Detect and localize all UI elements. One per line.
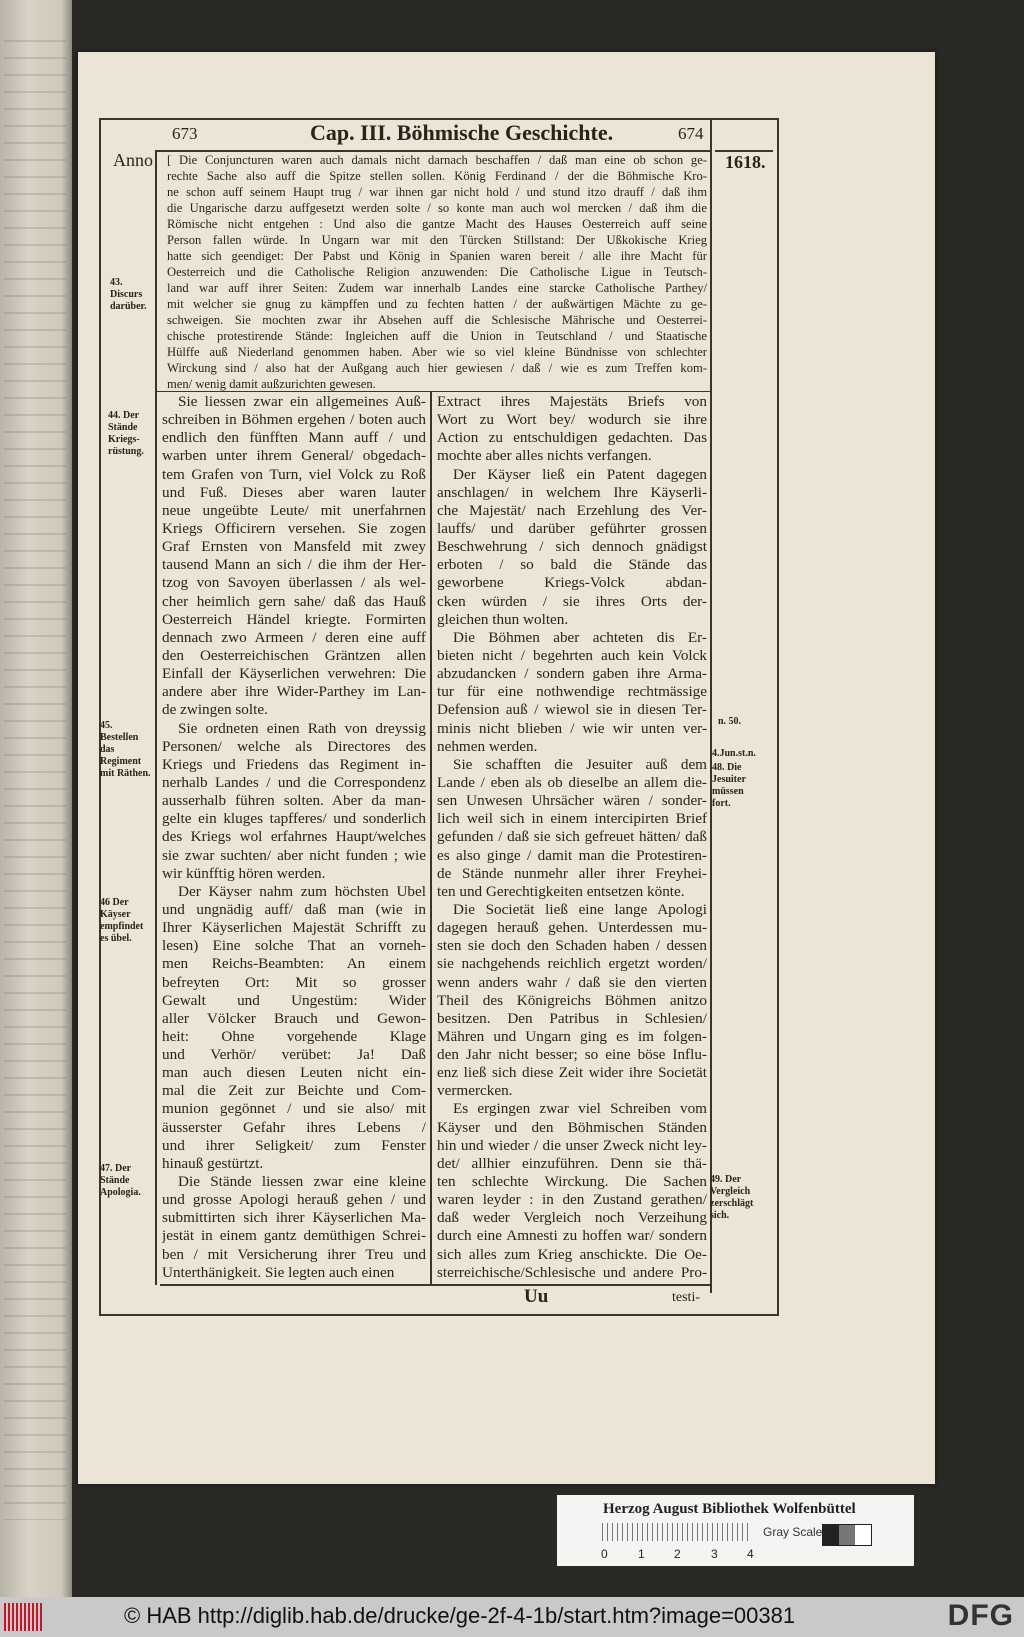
text-line: warben unter ihrem General/ obgedach- bbox=[162, 447, 426, 465]
text-line: sie nachgehends reichlich ergetzt worden/ bbox=[437, 955, 707, 973]
text-line: wenn anders wahr / daß sie den vierten bbox=[437, 973, 707, 991]
text-line: Sie liessen zwar ein allgemeines Auß- bbox=[178, 393, 426, 410]
text-line: anschlagen/ in welchem Ihre Käyserli- bbox=[437, 483, 707, 501]
text-line: Sie schafften die Jesuiter auß dem bbox=[453, 755, 707, 773]
text-line: Wirckung sind / also hat der Außgang auch hier gewiesen / daß / wie es zum Treffen kom- bbox=[167, 361, 707, 375]
footer-rule bbox=[160, 1284, 710, 1286]
margin-note: 44. Der Stände Kriegs-rüstung. bbox=[108, 410, 144, 457]
margin-note: 49. Der Vergleich zerschlägt sich. bbox=[710, 1174, 754, 1221]
column-rule bbox=[430, 392, 432, 1285]
text-line: land war auff ihrer Seiten: Zudem war innerhalb Landes eine starcke Catholische Parthey/ bbox=[167, 281, 707, 295]
text-line: äusserster Gefahr ihres Lebens / bbox=[162, 1118, 426, 1136]
margin-note: 4.Jun.st.n. bbox=[712, 748, 756, 759]
adjacent-page-edge bbox=[0, 0, 72, 1600]
text-line: hinauß gestürtzt. bbox=[162, 1154, 264, 1172]
text-line: des Kriegs wol erfahrnes Haupt/welches bbox=[162, 828, 426, 846]
text-line: Defension auß / wiewol sie in diesen Ter- bbox=[437, 701, 707, 719]
text-line: den Oesterreichischen Gräntzen allen bbox=[162, 646, 426, 664]
text-line: dagegen herauß gehen. Unterdessen mu- bbox=[437, 919, 707, 937]
text-line: Einfall der Käyserlichen verwehren: Die bbox=[162, 665, 426, 683]
text-line: tem Grafen von Turn, viel Volck zu Roß bbox=[162, 465, 426, 483]
margin-note: n. 50. bbox=[718, 716, 742, 727]
right-margin-rule bbox=[710, 118, 712, 1293]
text-line: de Stände nunmehr aller ihrer Freyhei- bbox=[437, 864, 707, 882]
text-line: Es ergingen zwar viel Schreiben vom bbox=[453, 1100, 707, 1118]
text-line: [ Die Conjuncturen waren auch damals nicht darnach beschaffen / daß man eine ob schon ge- bbox=[167, 153, 707, 167]
text-line: mochte aber alles nichts verfangen. bbox=[437, 447, 652, 465]
text-line: tzog von Savoyen überlassen / als wel- bbox=[162, 574, 426, 592]
ruler-scale bbox=[602, 1523, 752, 1541]
text-line: Lande / eben als ob dieselbe an allem die- bbox=[437, 773, 707, 791]
text-line: Kriegs Officirern versehen. Sie zogen bbox=[162, 519, 426, 537]
margin-note: 45. Bestellen das Regiment mit Räthen. bbox=[100, 720, 151, 779]
text-line: sten sie doch den Schaden haben / dessen bbox=[437, 937, 707, 955]
catchword: testi- bbox=[672, 1290, 700, 1305]
text-line: und Verhör/ verübet: Ja! Daß bbox=[162, 1046, 426, 1064]
text-line: gelte ein kluges tapfferes/ und sonderlich bbox=[162, 810, 426, 828]
text-line: Ihrer Käyserlichen Majestät Schrifft zu bbox=[162, 919, 426, 937]
text-line: dennach zwo Armeen / deren eine auff bbox=[162, 628, 426, 646]
text-line: enz ließ sich diese Zeit wider ihre Societät bbox=[437, 1064, 707, 1082]
margin-note: 47. Der Stände Apologia. bbox=[100, 1163, 141, 1198]
text-line: munion gegönnet / und sie also/ mit bbox=[162, 1100, 426, 1118]
text-line: sie zwar suchten/ aber nicht funden ; wie bbox=[162, 846, 426, 864]
text-line: Römische nicht entgehen : Und also die gantze Macht des Hauses Oesterreich auff seine bbox=[167, 217, 707, 231]
text-line: che Majestät/ nach Erzehlung des Ver- bbox=[437, 501, 707, 519]
library-name: Herzog August Bibliothek Wolfenbüttel bbox=[603, 1501, 856, 1517]
text-line: daß weder Vergleich noch Verzeihung bbox=[437, 1209, 707, 1227]
text-line: mit welcher sie gnug zu kämpffen und zu fechten hatten / der außwärtigen Mächte zu ge- bbox=[167, 297, 707, 311]
text-line: tur für eine nothwendige rechtmässige bbox=[437, 683, 707, 701]
text-line: ten schlechte Wirckung. Die Sachen bbox=[437, 1173, 707, 1191]
text-line: man auch diesen Leuten nicht ein- bbox=[162, 1064, 426, 1082]
text-line: minis nicht blieben / wie wir unten ver- bbox=[437, 719, 707, 737]
text-line: befreyten Ort: Mit so grosser bbox=[162, 973, 426, 991]
text-line: Unterthänigkeit. Sie legten auch einen bbox=[162, 1263, 395, 1281]
text-line: Theil des Königreichs Böhmen anitzo bbox=[437, 991, 707, 1009]
left-text-column bbox=[162, 393, 426, 1282]
text-line: und ungnädig auff/ daß man (wie in bbox=[162, 900, 426, 918]
text-line: den Jahr nicht besser; so eine böse Influ- bbox=[437, 1046, 707, 1064]
text-line: und grosse Apologi herauß gehen / und bbox=[162, 1191, 426, 1209]
text-line: Der Käyser nahm zum höchsten Ubel bbox=[178, 882, 426, 900]
text-line: neue ungeübte Leute/ mit unerfahrnen bbox=[162, 501, 426, 519]
text-line: ne schon auff seinem Haupt trug / war ihnen gar nicht hold / und stund itzo drauff / daß ihm bbox=[167, 185, 707, 199]
text-line: gefunden / daß sie sich gefreuet hätten/ daß bbox=[437, 828, 707, 846]
text-line: Kriegs und Friedens das Regiment in- bbox=[162, 755, 426, 773]
text-line: Beschwehrung / sich dennoch gnädigst bbox=[437, 538, 707, 556]
text-line: schreiben in Böhmen ergehen / boten auch bbox=[162, 411, 426, 429]
text-line: det/ allhier einzuführen. Denn sie thä- bbox=[437, 1154, 707, 1172]
text-line: sen Unwesen Uhrsächer wären / sonder- bbox=[437, 792, 707, 810]
text-line: besitzen. Den Patribus in Schlesien/ bbox=[437, 1009, 707, 1027]
margin-note: 43. Discurs darüber. bbox=[110, 277, 147, 312]
text-line: andere aber ihre Wider-Parthey im Lan- bbox=[162, 683, 426, 701]
scale-number: 4 bbox=[747, 1547, 754, 1561]
text-line: nerhalb Landes / und die Correspondenz bbox=[162, 773, 426, 791]
text-line: die Ungarische darzu auffgesetzt werden solte / so konte man auch wol mercken / daß ihm die bbox=[167, 201, 707, 215]
text-line: Gewalt und Ungestüm: Wider bbox=[162, 991, 426, 1009]
text-line: durch eine Amnesti zu hoffen war/ sondern bbox=[437, 1227, 707, 1245]
dfg-logo: DFG bbox=[947, 1599, 1014, 1632]
text-line: schweigen. Sie mochten zwar ihr Absehen auff die Schlesische Mährische und Oesterrei- bbox=[167, 313, 707, 327]
text-line: Oesterreich Händel kriegte. Formirten bbox=[162, 610, 426, 628]
text-line: ten und Gerechtigkeiten entsetzen könte. bbox=[437, 882, 685, 900]
text-line: jestät in einem gantz demüthigen Schrei- bbox=[162, 1227, 426, 1245]
text-line: rechte Sache also auff die Spitze stellen sollen. König Ferdinand / der die Böhmische Kro- bbox=[167, 169, 707, 183]
left-margin-rule bbox=[155, 150, 157, 1285]
text-line: cken würden / sie ihres Orts der- bbox=[437, 592, 707, 610]
text-line: Der Käyser ließ ein Patent dagegen bbox=[453, 465, 707, 483]
text-line: Extract ihres Majestäts Briefs von bbox=[437, 393, 707, 410]
text-line: Action zu entschuldigen gedachten. Das bbox=[437, 429, 707, 447]
text-line: Die Societät ließ eine lange Apologi bbox=[453, 900, 707, 918]
gray-scale-swatch bbox=[822, 1524, 872, 1546]
text-line: endlich den fünfften Mann auff / und bbox=[162, 429, 426, 447]
text-line: men Reichs-Beambten: An einem bbox=[162, 955, 426, 973]
text-line: und ihrer Seligkeit/ zum Fenster bbox=[162, 1136, 426, 1154]
text-line: hin und wieder / die unser Zweck nicht ley- bbox=[437, 1136, 707, 1154]
text-line: hatte sich geendiget: Der Pabst und König in Spanien waren bereit / alle ihre Macht für bbox=[167, 249, 707, 263]
text-line: abzudancken / sondern gaben ihre Arma- bbox=[437, 665, 707, 683]
text-line: Hülffe auß Niederland genommen haben. Aber wie so viel kleine Bündnisse von schlechter bbox=[167, 345, 707, 359]
text-line: lesen) Eine solche That an vorneh- bbox=[162, 937, 426, 955]
text-line: heit: Ohne vorgehende Klage bbox=[162, 1027, 426, 1045]
intro-paragraph bbox=[167, 152, 707, 392]
copyright-url[interactable]: © HAB http://diglib.hab.de/drucke/ge-2f-4-1b/start.htm?image=00381 bbox=[124, 1603, 796, 1628]
scale-number: 0 bbox=[601, 1547, 608, 1561]
text-line: bieten nicht / begehrten auch kein Volck bbox=[437, 646, 707, 664]
signature-mark: Uu bbox=[524, 1286, 549, 1307]
text-line: nehmen werden. bbox=[437, 737, 538, 755]
text-line: Mähren und Ungarn ging es im folgen- bbox=[437, 1027, 707, 1045]
text-line: wir künfftig hören werden. bbox=[162, 864, 326, 882]
text-line: de zwingen solte. bbox=[162, 701, 268, 719]
hab-logo-icon bbox=[4, 1603, 44, 1631]
text-line: aller Völcker Brauch und Gewon- bbox=[162, 1009, 426, 1027]
margin-note: 48. Die Jesuiter müssen fort. bbox=[712, 762, 746, 809]
margin-anno: Anno bbox=[113, 150, 153, 170]
page-number-left: 673 bbox=[172, 124, 198, 143]
footer-bar bbox=[0, 1597, 1024, 1637]
text-line: mal die Zeit zur Beichte und Com- bbox=[162, 1082, 426, 1100]
scale-number: 2 bbox=[674, 1547, 681, 1561]
running-title: Cap. III. Böhmische Geschichte. bbox=[310, 120, 614, 145]
text-line: ausserhalb führen solten. Aber da man- bbox=[162, 792, 426, 810]
margin-year: 1618. bbox=[725, 152, 766, 172]
text-line: sterreichische/Schlesische und andere Pro- bbox=[437, 1263, 707, 1281]
text-line: Käyser und den Böhmischen Ständen bbox=[437, 1118, 707, 1136]
text-line: sich alles zum Krieg anschickte. Die Oe- bbox=[437, 1245, 707, 1263]
scale-number: 1 bbox=[638, 1547, 645, 1561]
text-line: Die Böhmen aber achteten dis Er- bbox=[453, 628, 707, 646]
text-line: chische protestirende Stände: Ingleichen auff die Union in Teutschland / und Staatische bbox=[167, 329, 707, 343]
text-line: submittirten sich ihrer Käyserlichen Ma- bbox=[162, 1209, 426, 1227]
text-line: waren leyder : in den Zustand gerathen/ bbox=[437, 1191, 707, 1209]
text-line: ben / mit Versicherung ihrer Treu und bbox=[162, 1245, 426, 1263]
text-line: lich weil sich in einem intercipirten Brief bbox=[437, 810, 707, 828]
text-line: und Fuß. Dieses aber waren lauter bbox=[162, 483, 426, 501]
text-line: erboten / so bald die Stände das bbox=[437, 556, 707, 574]
text-line: Die Stände liessen zwar eine kleine bbox=[178, 1173, 426, 1191]
scale-number: 3 bbox=[711, 1547, 718, 1561]
text-line: es also ginge / damit man die Protestiren- bbox=[437, 846, 707, 864]
text-line: vermercken. bbox=[437, 1082, 513, 1100]
text-line: Person fallen würde. In Ungarn war mit den Türcken Stillstand: Der Ußkokische Krieg bbox=[167, 233, 707, 247]
page-number-right: 674 bbox=[678, 124, 704, 143]
text-line: Personen/ welche als Directores des bbox=[162, 737, 426, 755]
text-line: Sie ordneten einen Rath von dreyssig bbox=[178, 719, 426, 737]
text-line: gleichen thun wolten. bbox=[437, 610, 569, 628]
text-line: men/ wenig damit außzurichten gewesen. bbox=[167, 377, 376, 391]
margin-note: 46 Der Käyser empfindet es übel. bbox=[100, 897, 144, 944]
text-line: Wort zu Wort bey/ wodurch sie ihre bbox=[437, 411, 707, 429]
text-line: Oesterreich und die Catholische Religion anzuwenden: Die Catholische Ligue in Teutsch- bbox=[167, 265, 707, 279]
text-line: Graf Ernsten von Mansfeld mit zwey bbox=[162, 538, 426, 556]
text-line: geworbene Kriegs-Volck abdan- bbox=[437, 574, 707, 592]
right-text-column bbox=[437, 393, 707, 1282]
text-line: lauffs/ und darüber geführter grossen bbox=[437, 519, 707, 537]
text-line: tausend Mann an sich / die ihm der Her- bbox=[162, 556, 426, 574]
text-line: cher heimlich gern sahe/ daß das Hauß bbox=[162, 592, 426, 610]
gray-scale-label: Gray Scale bbox=[763, 1525, 823, 1539]
library-color-card bbox=[557, 1495, 914, 1566]
